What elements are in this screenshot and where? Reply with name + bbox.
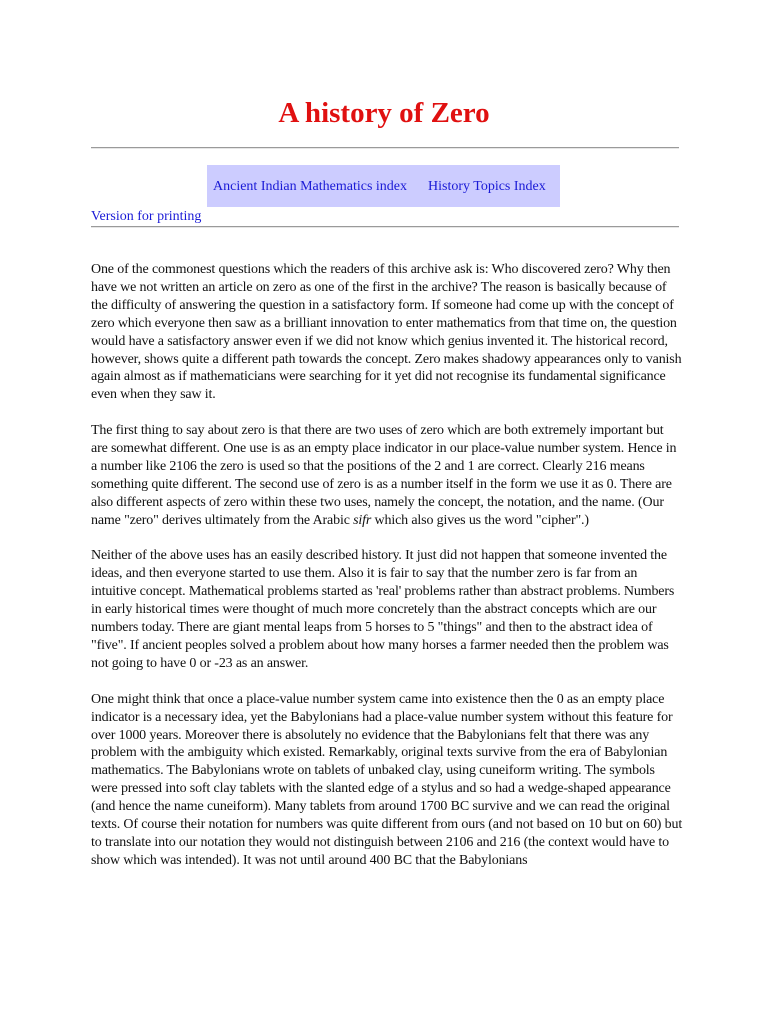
paragraph-2-text-a: The first thing to say about zero is that there are two uses of zero which are both extremely important but are somewhat different. One use is as an empty place indicator in our place-value number system. Hence in a number like 2106 the zero is used so that the positions of the 2 and 1 are correct. Clearly 216 means something quite different. The second use of zero is as a number itself in the form we use it as 0. There are also different aspects of zero within these two uses, namely the concept, the notation, and the name. (Our name "zero" derives ultimately from the Arabic — [91, 423, 677, 528]
navigation-bar — [207, 165, 560, 207]
ancient-indian-index-link[interactable]: Ancient Indian Mathematics index — [213, 178, 407, 194]
history-topics-index-link[interactable]: History Topics Index — [428, 178, 546, 194]
bottom-divider — [91, 226, 679, 228]
sifr-term: sifr — [353, 512, 372, 528]
print-version-link[interactable]: Version for printing — [91, 209, 202, 224]
top-divider — [91, 147, 679, 149]
paragraph-3: Neither of the above uses has an easily described history. It just did not happen that someone invented the ideas, and then everyone started to use them. Also it is fair to say that the number zero is far from an intuitive concept. Mathematical problems started as 'real' problems rather than abstract problems. Numbers in early historical times were thought of much more concretely than the abstract concepts which are our numbers today. There are giant mental leaps from 5 horses to 5 "things" and then to the abstract idea of "five". If ancient peoples solved a problem about how many horses a farmer needed then the problem was not going to have 0 or -23 as an answer. — [91, 548, 675, 671]
article-body — [91, 261, 683, 888]
paragraph-1: One of the commonest questions which the readers of this archive ask is: Who discovered zero? Why then have we not written an article on zero as one of the first in the archive? The reason is basically because of the difficulty of answering the question in a satisfactory form. If someone had come up with the concept of zero which everyone then saw as a brilliant innovation to enter mathematics from that time on, the question would have a satisfactory answer even if we did not know which genius invented it. The historical record, however, shows quite a different path towards the concept. Zero makes shadowy appearances only to vanish again almost as if mathematicians were searching for it yet did not recognise its fundamental significance even when they saw it. — [91, 262, 682, 403]
paragraph-2 — [91, 422, 683, 529]
page-title: A history of Zero — [278, 97, 490, 129]
paragraph-4: One might think that once a place-value number system came into existence then the 0 as an empty place indicator is a necessary idea, yet the Babylonians had a place-value number system without this feature for over 1000 years. Moreover there is absolutely no evidence that the Babylonians felt that there was any problem with the ambiguity which existed. Remarkably, original texts survive from the era of Babylonian mathematics. The Babylonians wrote on tablets of unbaked clay, using cuneiform writing. The symbols were pressed into soft clay tablets with the slanted edge of a stylus and so had a wedge-shaped appearance (and hence the name cuneiform). Many tablets from around 1700 BC survive and we can read the original texts. Of course their notation for numbers was quite different from ours (and not based on 10 but on 60) but to translate into our notation they would not distinguish between 2106 and 216 (the context would have to show which was intended). It was not until around 400 BC that the Babylonians — [91, 691, 683, 868]
paragraph-2-text-b: which also gives us the word "cipher".) — [371, 512, 589, 528]
